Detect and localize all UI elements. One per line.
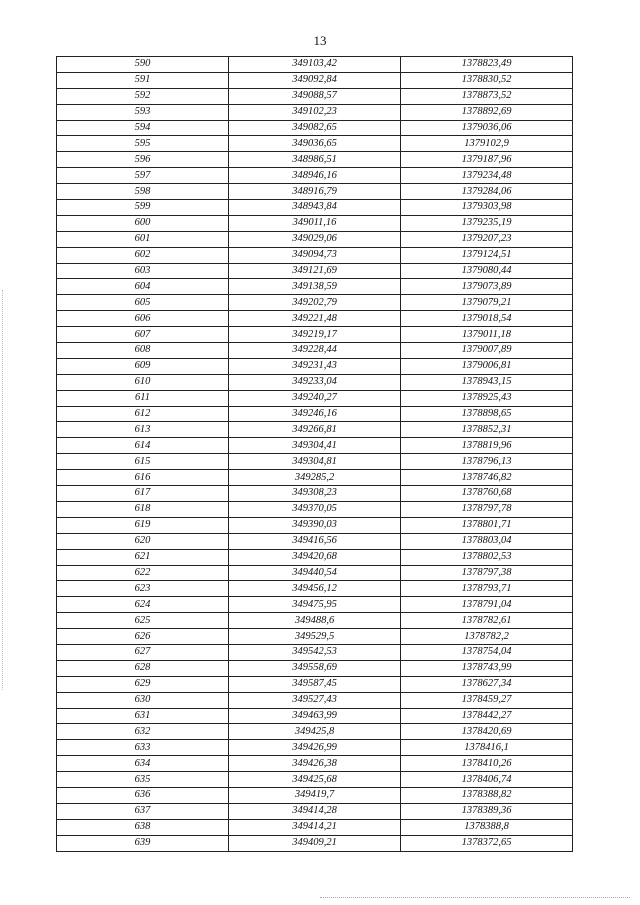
table-row	[57, 756, 573, 772]
point-number-cell: 625	[57, 613, 229, 629]
x-coordinate-cell: 349414,21	[229, 819, 401, 835]
x-coordinate-cell: 349542,53	[229, 644, 401, 660]
x-coordinate-cell: 348946,16	[229, 168, 401, 184]
y-coordinate-cell: 1378372,65	[401, 835, 573, 851]
point-number-cell: 636	[57, 787, 229, 803]
point-number-cell: 600	[57, 215, 229, 231]
y-coordinate-cell: 1379102,9	[401, 136, 573, 152]
table-row	[57, 708, 573, 724]
table-row	[57, 470, 573, 486]
y-coordinate-cell: 1378819,96	[401, 438, 573, 454]
y-coordinate-cell: 1378746,82	[401, 470, 573, 486]
y-coordinate-cell: 1379080,44	[401, 263, 573, 279]
table-row	[57, 819, 573, 835]
y-coordinate-cell: 1378943,15	[401, 374, 573, 390]
point-number-cell: 615	[57, 454, 229, 470]
point-number-cell: 612	[57, 406, 229, 422]
x-coordinate-cell: 349103,42	[229, 57, 401, 73]
point-number-cell: 613	[57, 422, 229, 438]
x-coordinate-cell: 348943,84	[229, 200, 401, 216]
point-number-cell: 595	[57, 136, 229, 152]
point-number-cell: 634	[57, 756, 229, 772]
x-coordinate-cell: 349121,69	[229, 263, 401, 279]
point-number-cell: 637	[57, 803, 229, 819]
table-row	[57, 390, 573, 406]
y-coordinate-cell: 1379303,98	[401, 200, 573, 216]
x-coordinate-cell: 349587,45	[229, 676, 401, 692]
x-coordinate-cell: 349420,68	[229, 549, 401, 565]
x-coordinate-cell: 349228,44	[229, 343, 401, 359]
point-number-cell: 630	[57, 692, 229, 708]
table-row	[57, 168, 573, 184]
y-coordinate-cell: 1379007,89	[401, 343, 573, 359]
x-coordinate-cell: 349308,23	[229, 486, 401, 502]
y-coordinate-cell: 1378459,27	[401, 692, 573, 708]
table-row	[57, 200, 573, 216]
x-coordinate-cell: 349219,17	[229, 327, 401, 343]
point-number-cell: 603	[57, 263, 229, 279]
table-row	[57, 724, 573, 740]
point-number-cell: 592	[57, 88, 229, 104]
point-number-cell: 632	[57, 724, 229, 740]
point-number-cell: 635	[57, 772, 229, 788]
table-row	[57, 597, 573, 613]
y-coordinate-cell: 1379207,23	[401, 231, 573, 247]
point-number-cell: 618	[57, 501, 229, 517]
x-coordinate-cell: 349094,73	[229, 247, 401, 263]
x-coordinate-cell: 349558,69	[229, 660, 401, 676]
x-coordinate-cell: 349370,05	[229, 501, 401, 517]
point-number-cell: 622	[57, 565, 229, 581]
x-coordinate-cell: 349529,5	[229, 629, 401, 645]
scan-bottom-artifact	[320, 897, 630, 899]
table-row	[57, 57, 573, 73]
x-coordinate-cell: 349231,43	[229, 358, 401, 374]
point-number-cell: 626	[57, 629, 229, 645]
y-coordinate-cell: 1379011,18	[401, 327, 573, 343]
point-number-cell: 619	[57, 517, 229, 533]
table-row	[57, 676, 573, 692]
point-number-cell: 631	[57, 708, 229, 724]
x-coordinate-cell: 349419,7	[229, 787, 401, 803]
coordinates-table	[56, 56, 573, 852]
table-row	[57, 803, 573, 819]
x-coordinate-cell: 349221,48	[229, 311, 401, 327]
table-row	[57, 231, 573, 247]
point-number-cell: 611	[57, 390, 229, 406]
table-row	[57, 581, 573, 597]
x-coordinate-cell: 349304,41	[229, 438, 401, 454]
y-coordinate-cell: 1379006,81	[401, 358, 573, 374]
point-number-cell: 624	[57, 597, 229, 613]
y-coordinate-cell: 1378797,78	[401, 501, 573, 517]
table-row	[57, 295, 573, 311]
x-coordinate-cell: 349092,84	[229, 72, 401, 88]
point-number-cell: 590	[57, 57, 229, 73]
x-coordinate-cell: 349088,57	[229, 88, 401, 104]
point-number-cell: 638	[57, 819, 229, 835]
table-row	[57, 279, 573, 295]
y-coordinate-cell: 1378802,53	[401, 549, 573, 565]
scan-edge-artifact	[2, 290, 4, 690]
y-coordinate-cell: 1379073,89	[401, 279, 573, 295]
x-coordinate-cell: 349285,2	[229, 470, 401, 486]
table-row	[57, 88, 573, 104]
y-coordinate-cell: 1378388,8	[401, 819, 573, 835]
x-coordinate-cell: 348986,51	[229, 152, 401, 168]
table-row	[57, 533, 573, 549]
x-coordinate-cell: 349456,12	[229, 581, 401, 597]
table-row	[57, 136, 573, 152]
table-row	[57, 660, 573, 676]
y-coordinate-cell: 1378388,82	[401, 787, 573, 803]
point-number-cell: 629	[57, 676, 229, 692]
point-number-cell: 591	[57, 72, 229, 88]
y-coordinate-cell: 1379018,54	[401, 311, 573, 327]
y-coordinate-cell: 1378797,38	[401, 565, 573, 581]
y-coordinate-cell: 1379284,06	[401, 184, 573, 200]
x-coordinate-cell: 349036,65	[229, 136, 401, 152]
point-number-cell: 621	[57, 549, 229, 565]
page-number: 13	[313, 33, 327, 48]
point-number-cell: 608	[57, 343, 229, 359]
point-number-cell: 607	[57, 327, 229, 343]
y-coordinate-cell: 1379234,48	[401, 168, 573, 184]
x-coordinate-cell: 349082,65	[229, 120, 401, 136]
point-number-cell: 605	[57, 295, 229, 311]
y-coordinate-cell: 1379036,06	[401, 120, 573, 136]
y-coordinate-cell: 1378743,99	[401, 660, 573, 676]
table-row	[57, 247, 573, 263]
y-coordinate-cell: 1379124,51	[401, 247, 573, 263]
table-row	[57, 517, 573, 533]
x-coordinate-cell: 349426,99	[229, 740, 401, 756]
point-number-cell: 594	[57, 120, 229, 136]
x-coordinate-cell: 349240,27	[229, 390, 401, 406]
point-number-cell: 623	[57, 581, 229, 597]
table-row	[57, 215, 573, 231]
y-coordinate-cell: 1379235,19	[401, 215, 573, 231]
table-row	[57, 787, 573, 803]
point-number-cell: 617	[57, 486, 229, 502]
x-coordinate-cell: 349475,95	[229, 597, 401, 613]
table-row	[57, 311, 573, 327]
point-number-cell: 609	[57, 358, 229, 374]
point-number-cell: 597	[57, 168, 229, 184]
point-number-cell: 602	[57, 247, 229, 263]
y-coordinate-cell: 1378410,26	[401, 756, 573, 772]
y-coordinate-cell: 1378389,36	[401, 803, 573, 819]
y-coordinate-cell: 1378892,69	[401, 104, 573, 120]
x-coordinate-cell: 349266,81	[229, 422, 401, 438]
table-row	[57, 772, 573, 788]
table-row	[57, 835, 573, 851]
table-row	[57, 343, 573, 359]
point-number-cell: 628	[57, 660, 229, 676]
y-coordinate-cell: 1378782,2	[401, 629, 573, 645]
y-coordinate-cell: 1378830,52	[401, 72, 573, 88]
y-coordinate-cell: 1378925,43	[401, 390, 573, 406]
x-coordinate-cell: 349426,38	[229, 756, 401, 772]
point-number-cell: 627	[57, 644, 229, 660]
y-coordinate-cell: 1378760,68	[401, 486, 573, 502]
table-row	[57, 740, 573, 756]
table-row	[57, 374, 573, 390]
y-coordinate-cell: 1378791,04	[401, 597, 573, 613]
y-coordinate-cell: 1378898,65	[401, 406, 573, 422]
x-coordinate-cell: 349202,79	[229, 295, 401, 311]
x-coordinate-cell: 349463,99	[229, 708, 401, 724]
table-row	[57, 486, 573, 502]
x-coordinate-cell: 348916,79	[229, 184, 401, 200]
point-number-cell: 639	[57, 835, 229, 851]
point-number-cell: 593	[57, 104, 229, 120]
x-coordinate-cell: 349488,6	[229, 613, 401, 629]
table-row	[57, 629, 573, 645]
y-coordinate-cell: 1378801,71	[401, 517, 573, 533]
table-row	[57, 263, 573, 279]
x-coordinate-cell: 349416,56	[229, 533, 401, 549]
y-coordinate-cell: 1378873,52	[401, 88, 573, 104]
y-coordinate-cell: 1378803,04	[401, 533, 573, 549]
y-coordinate-cell: 1378852,31	[401, 422, 573, 438]
y-coordinate-cell: 1378416,1	[401, 740, 573, 756]
x-coordinate-cell: 349102,23	[229, 104, 401, 120]
table-row	[57, 501, 573, 517]
x-coordinate-cell: 349390,03	[229, 517, 401, 533]
x-coordinate-cell: 349304,81	[229, 454, 401, 470]
y-coordinate-cell: 1378442,27	[401, 708, 573, 724]
y-coordinate-cell: 1378754,04	[401, 644, 573, 660]
point-number-cell: 620	[57, 533, 229, 549]
table-row	[57, 613, 573, 629]
table-row	[57, 438, 573, 454]
table-row	[57, 72, 573, 88]
table-row	[57, 644, 573, 660]
table-row	[57, 104, 573, 120]
x-coordinate-cell: 349011,16	[229, 215, 401, 231]
table-row	[57, 692, 573, 708]
x-coordinate-cell: 349138,59	[229, 279, 401, 295]
y-coordinate-cell: 1378782,61	[401, 613, 573, 629]
y-coordinate-cell: 1378420,69	[401, 724, 573, 740]
point-number-cell: 606	[57, 311, 229, 327]
point-number-cell: 633	[57, 740, 229, 756]
point-number-cell: 598	[57, 184, 229, 200]
x-coordinate-cell: 349409,21	[229, 835, 401, 851]
x-coordinate-cell: 349425,8	[229, 724, 401, 740]
table-row	[57, 454, 573, 470]
x-coordinate-cell: 349425,68	[229, 772, 401, 788]
x-coordinate-cell: 349414,28	[229, 803, 401, 819]
y-coordinate-cell: 1378823,49	[401, 57, 573, 73]
x-coordinate-cell: 349029,06	[229, 231, 401, 247]
y-coordinate-cell: 1378406,74	[401, 772, 573, 788]
point-number-cell: 601	[57, 231, 229, 247]
x-coordinate-cell: 349527,43	[229, 692, 401, 708]
y-coordinate-cell: 1378627,34	[401, 676, 573, 692]
point-number-cell: 604	[57, 279, 229, 295]
coordinates-table-body	[57, 57, 573, 852]
table-row	[57, 184, 573, 200]
table-row	[57, 152, 573, 168]
point-number-cell: 596	[57, 152, 229, 168]
table-row	[57, 358, 573, 374]
table-row	[57, 406, 573, 422]
y-coordinate-cell: 1379079,21	[401, 295, 573, 311]
table-row	[57, 422, 573, 438]
table-row	[57, 120, 573, 136]
point-number-cell: 614	[57, 438, 229, 454]
table-row	[57, 565, 573, 581]
point-number-cell: 610	[57, 374, 229, 390]
y-coordinate-cell: 1379187,96	[401, 152, 573, 168]
point-number-cell: 599	[57, 200, 229, 216]
x-coordinate-cell: 349440,54	[229, 565, 401, 581]
x-coordinate-cell: 349233,04	[229, 374, 401, 390]
y-coordinate-cell: 1378796,13	[401, 454, 573, 470]
table-row	[57, 327, 573, 343]
y-coordinate-cell: 1378793,71	[401, 581, 573, 597]
point-number-cell: 616	[57, 470, 229, 486]
x-coordinate-cell: 349246,16	[229, 406, 401, 422]
table-row	[57, 549, 573, 565]
